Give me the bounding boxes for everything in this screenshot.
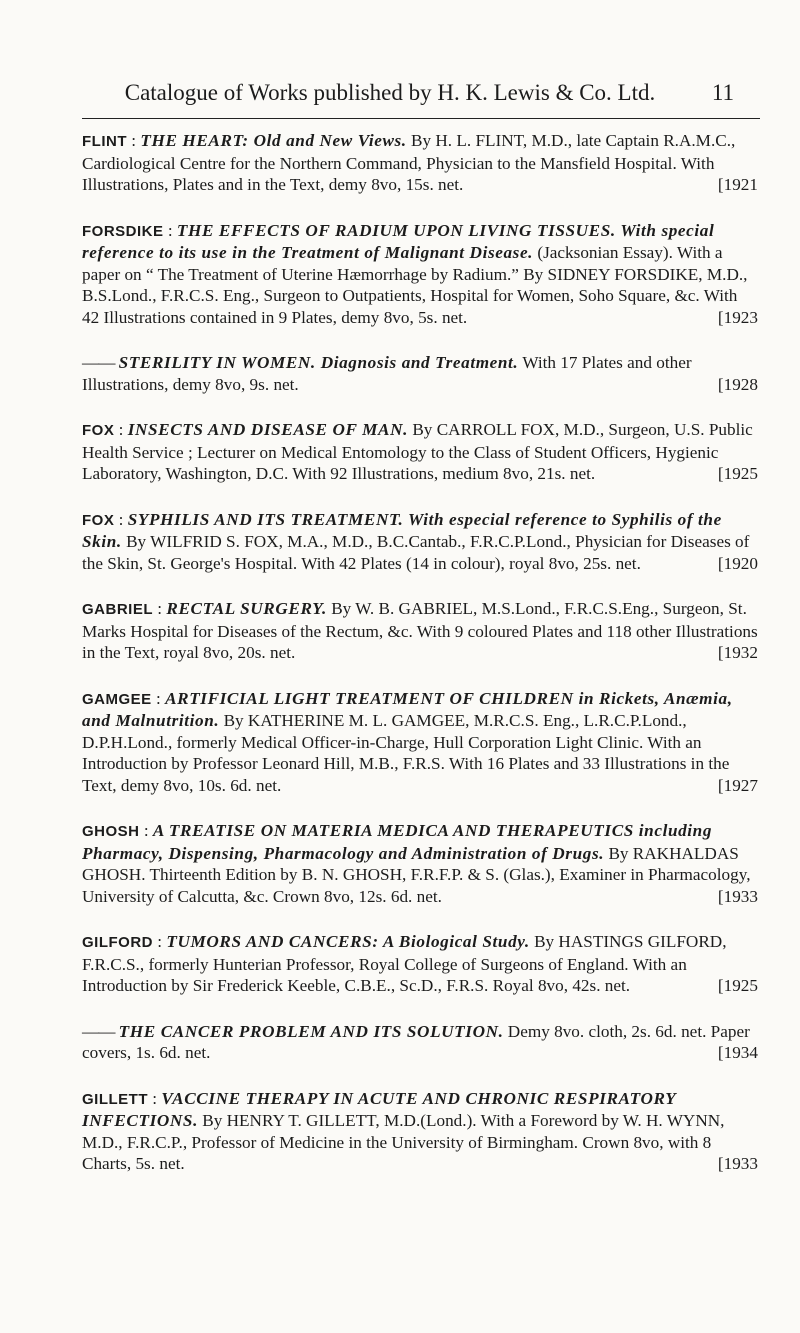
entry-year: [1925 [717, 976, 758, 995]
entry-title: ARTIFICIAL LIGHT TREATMENT OF CHILDREN in Rickets, Anæmia, and Malnutrition. [82, 688, 733, 730]
entry-title: THE CANCER PROBLEM AND ITS SOLUTION. [118, 1021, 504, 1041]
entry-body: Demy 8vo. cloth, 2s. 6d. net. Paper covers, 1s. 6d. net. [82, 1021, 750, 1062]
entry-year: [1927 [717, 775, 758, 795]
entry-year: [1928 [717, 374, 758, 394]
catalogue-entry: FLINT : THE HEART: Old and New Views. By H. L. FLINT, M.D., late Captain R.A.M.C., Cardiological Centre for the Northern Command, Physician to the Mansfield Hospital. With Illustrations, Plates and in the Text, demy 8vo, 15s. net. [1921 [82, 131, 758, 194]
entry-body: By HENRY T. GILLETT, M.D.(Lond.). With a Foreword by W. H. WYNN, M.D., F.R.C.P., Professor of Medicine in the University of Birmingham. Crown 8vo, with 8 Charts, 5s. net. [82, 1111, 725, 1173]
entry-title: SYPHILIS AND ITS TREATMENT. With especial reference to Syphilis of the Skin. [82, 509, 722, 551]
entry-title: TUMORS AND CANCERS: A Biological Study. [166, 932, 530, 951]
entry-year: [1933 [717, 886, 758, 906]
entry-body: By KATHERINE M. L. GAMGEE, M.R.C.S. Eng., L.R.C.P.Lond., D.P.H.Lond., formerly Medical Officer-in-Charge, Hull Corporation Light Clinic. With an Introduction by Professor Leonard Hill, M.B., F.R.S. With 16 Plates and 33 Illustrations in the Text, demy 8vo, 10s. 6d. net. [82, 711, 730, 795]
entry-author: GILFORD [82, 934, 153, 951]
entry-author: FOX [82, 511, 115, 529]
entry-title: A TREATISE ON MATERIA MEDICA AND THERAPEUTICS including Pharmacy, Dispensing, Pharmacology and Administration of Drugs. [82, 821, 713, 863]
entry-title: THE EFFECTS OF RADIUM UPON LIVING TISSUES. With special reference to its use in the Treatment of Malignant Disease. [82, 220, 715, 262]
entry-author: GAMGEE [82, 690, 152, 708]
catalogue-entry: FOX : INSECTS AND DISEASE OF MAN. By CARROLL FOX, M.D., Surgeon, U.S. Public Health Service ; Lecturer on Medical Entomology to the Class of Student Officers, Hygienic Laboratory, Washington, D.C. With 92 Illustrations, medium 8vo, 21s. net. [1925 [82, 420, 758, 483]
entry-body: With 17 Plates and other Illustrations, demy 8vo, 9s. net. [82, 353, 692, 394]
entry-year: [1932 [717, 643, 758, 662]
entry-author: GHOSH [82, 823, 140, 840]
entry-body: By WILFRID S. FOX, M.A., M.D., B.C.Cantab., F.R.C.P.Lond., Physician for Diseases of the Skin, St. George's Hospital. With 42 Plates (14 in colour), royal 8vo, 25s. net. [82, 532, 750, 573]
catalogue-entry: GILFORD : TUMORS AND CANCERS: A Biological Study. By HASTINGS GILFORD, F.R.C.S., formerly Hunterian Professor, Royal College of Surgeons of England. With an Introduction by Sir Frederick Keeble, C.B.E., Sc.D., F.R.S. Royal 8vo, 42s. net. [1925 [82, 932, 758, 995]
entry-year: [1925 [717, 464, 758, 483]
catalogue-entry [82, 1021, 758, 1064]
catalogue-entry [82, 352, 758, 395]
entry-title: THE HEART: Old and New Views. [140, 131, 407, 150]
entry-title: RECTAL SURGERY. [166, 599, 327, 618]
header-rule [82, 118, 760, 119]
catalogue-entry: FOX : SYPHILIS AND ITS TREATMENT. With especial reference to Syphilis of the Skin. By WILFRID S. FOX, M.A., M.D., B.C.Cantab., F.R.C.P.Lond., Physician for Diseases of the Skin, St. George's Hospital. With 42 Plates (14 in colour), royal 8vo, 25s. net. [1920 [82, 509, 758, 573]
entry-year: [1933 [717, 1154, 758, 1173]
entry-body: By H. L. FLINT, M.D., late Captain R.A.M.C., Cardiological Centre for the Northern Command, Physician to the Mansfield Hospital. With Illustrations, Plates and in the Text, demy 8vo, 15s. net. [82, 131, 736, 194]
entry-body: By CARROLL FOX, M.D., Surgeon, U.S. Public Health Service ; Lecturer on Medical Entomology to the Class of Student Officers, Hygienic Laboratory, Washington, D.C. With 92 Illustrations, medium 8vo, 21s. net. [82, 420, 753, 483]
catalogue-entry: GABRIEL : RECTAL SURGERY. By W. B. GABRIEL, M.S.Lond., F.R.C.S.Eng., Surgeon, St. Marks Hospital for Diseases of the Rectum, &c. With 9 coloured Plates and 118 other Illustrations in the Text, royal 8vo, 20s. net. [1932 [82, 599, 758, 662]
page-number: 11 [711, 80, 734, 105]
entry-title: INSECTS AND DISEASE OF MAN. [127, 420, 409, 439]
catalogue-entries [82, 130, 758, 1199]
entry-year: [1923 [717, 307, 758, 327]
catalogue-entry: GILLETT : VACCINE THERAPY IN ACUTE AND CHRONIC RESPIRATORY INFECTIONS. By HENRY T. GILLETT, M.D.(Lond.). With a Foreword by W. H. WYNN, M.D., F.R.C.P., Professor of Medicine in the University of Birmingham. Crown 8vo, with 8 Charts, 5s. net. [1933 [82, 1088, 758, 1173]
entry-year: [1934 [717, 1043, 758, 1062]
entry-body: By RAKHALDAS GHOSH. Thirteenth Edition by B. N. GHOSH, F.R.F.P. & S. (Glas.), Examiner in Pharmacology, University of Calcutta, &c. Crown 8vo, 12s. 6d. net. [82, 843, 751, 906]
entry-author-ditto: —— [82, 353, 115, 372]
entry-title: VACCINE THERAPY IN ACUTE AND CHRONIC RESPIRATORY INFECTIONS. [82, 1088, 676, 1130]
entry-body: By HASTINGS GILFORD, F.R.C.S., formerly Hunterian Professor, Royal College of Surgeons of England. With an Introduction by Sir Frederick Keeble, C.B.E., Sc.D., F.R.S. Royal 8vo, 42s. net. [82, 932, 727, 995]
entry-title: STERILITY IN WOMEN. Diagnosis and Treatment. [118, 353, 519, 372]
entry-author: FOX [82, 422, 115, 439]
entry-body: By W. B. GABRIEL, M.S.Lond., F.R.C.S.Eng., Surgeon, St. Marks Hospital for Diseases of the Rectum, &c. With 9 coloured Plates and 118 other Illustrations in the Text, royal 8vo, 20s. net. [82, 599, 758, 662]
catalogue-entry: GHOSH : A TREATISE ON MATERIA MEDICA AND THERAPEUTICS including Pharmacy, Dispensing, Pharmacology and Administration of Drugs. By RAKHALDAS GHOSH. Thirteenth Edition by B. N. GHOSH, F.R.F.P. & S. (Glas.), Examiner in Pharmacology, University of Calcutta, &c. Crown 8vo, 12s. 6d. net. [1933 [82, 821, 758, 906]
entry-author: FORSDIKE [82, 222, 164, 240]
entry-author: FLINT [82, 133, 127, 150]
entry-body: (Jacksonian Essay). With a paper on “ The Treatment of Uterine Hæmorrhage by Radium.” By SIDNEY FORSDIKE, M.D., B.S.Lond., F.R.C.S. Eng., Surgeon to Outpatients, Hospital for Women, Soho Square, &c. With 42 Illustrations contained in 9 Plates, demy 8vo, 5s. net. [82, 243, 748, 327]
entry-author: GILLETT [82, 1090, 148, 1108]
header-title: Catalogue of Works published by H. K. Lewis & Co. Ltd. [124, 80, 656, 105]
entry-year: [1921 [717, 175, 758, 194]
catalogue-entry: FORSDIKE : THE EFFECTS OF RADIUM UPON LIVING TISSUES. With special reference to its use in the Treatment of Malignant Disease. (Jacksonian Essay). With a paper on “ The Treatment of Uterine Hæmorrhage by Radium.” By SIDNEY FORSDIKE, M.D., B.S.Lond., F.R.C.S. Eng., Surgeon to Outpatients, Hospital for Women, Soho Square, &c. With 42 Illustrations contained in 9 Plates, demy 8vo, 5s. net. [1923 [82, 220, 758, 327]
entry-author-ditto: —— [82, 1021, 115, 1041]
entry-year: [1920 [717, 553, 758, 573]
catalogue-entry: GAMGEE : ARTIFICIAL LIGHT TREATMENT OF CHILDREN in Rickets, Anæmia, and Malnutrition. By KATHERINE M. L. GAMGEE, M.R.C.S. Eng., L.R.C.P.Lond., D.P.H.Lond., formerly Medical Officer-in-Charge, Hull Corporation Light Clinic. With an Introduction by Professor Leonard Hill, M.B., F.R.S. With 16 Plates and 33 Illustrations in the Text, demy 8vo, 10s. 6d. net. [1927 [82, 688, 758, 795]
running-header [0, 80, 800, 106]
entry-author: GABRIEL [82, 601, 153, 618]
